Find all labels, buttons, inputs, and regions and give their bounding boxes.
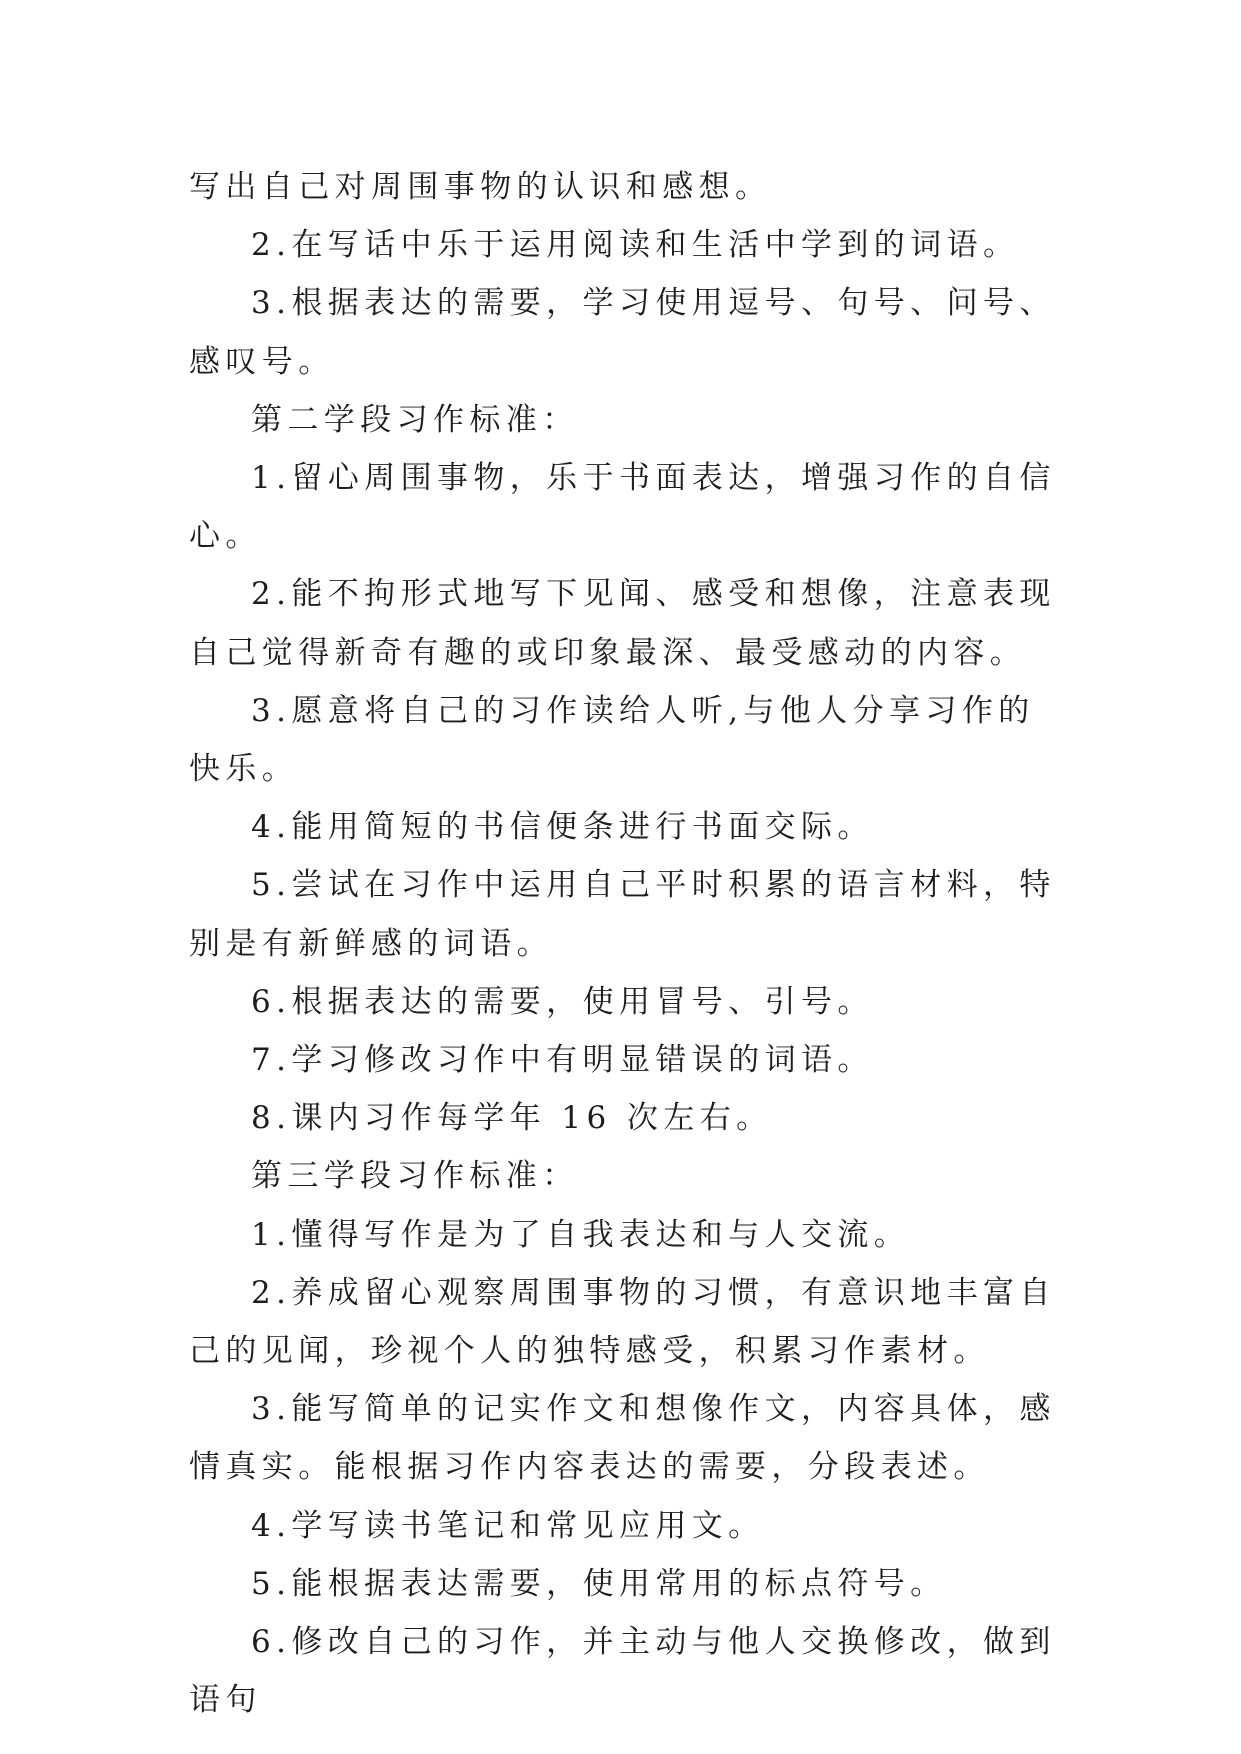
section-heading: 第三学段习作标准： bbox=[251, 1158, 579, 1195]
paragraph: 3.根据表达的需要，学习使用逗号、句号、问号、感叹号。 bbox=[189, 285, 1056, 380]
paragraph: 3.愿意将自己的习作读给人听,与他人分享习作的快乐。 bbox=[189, 692, 1035, 788]
paragraph: 写出自己对周围事物的认识和感想。 bbox=[189, 169, 772, 205]
paragraph: 4.学写读书笔记和常见应用文。 bbox=[251, 1507, 765, 1544]
document-body bbox=[189, 158, 1069, 1729]
paragraph: 7.学习修改习作中有明显错误的词语。 bbox=[251, 1042, 874, 1079]
paragraph: 1.留心周围事物，乐于书面表达，增强习作的自信心。 bbox=[189, 460, 1056, 555]
paragraph: 6.修改自己的习作，并主动与他人交换修改，做到语句 bbox=[189, 1624, 1056, 1719]
paragraph: 8.课内习作每学年 16 次左右。 bbox=[251, 1100, 773, 1137]
paragraph: 4.能用简短的书信便条进行书面交际。 bbox=[251, 809, 874, 846]
paragraph: 5.尝试在习作中运用自己平时积累的语言材料，特别是有新鲜感的词语。 bbox=[189, 867, 1056, 962]
paragraph: 2.在写话中乐于运用阅读和生活中学到的词语。 bbox=[251, 227, 1020, 264]
paragraph: 1.懂得写作是为了自我表达和与人交流。 bbox=[251, 1216, 911, 1253]
paragraph: 2.能不拘形式地写下见闻、感受和想像，注意表现自己觉得新奇有趣的或印象最深、最受感动的内容。 bbox=[189, 576, 1056, 671]
paragraph: 5.能根据表达需要，使用常用的标点符号。 bbox=[251, 1565, 947, 1602]
paragraph: 6.根据表达的需要，使用冒号、引号。 bbox=[251, 983, 874, 1020]
paragraph: 2.养成留心观察周围事物的习惯，有意识地丰富自己的见闻，珍视个人的独特感受，积累习作素材。 bbox=[189, 1274, 1056, 1370]
paragraph: 3.能写简单的记实作文和想像作文，内容具体，感情真实。能根据习作内容表达的需要，分段表述。 bbox=[189, 1391, 1056, 1486]
section-heading: 第二学段习作标准： bbox=[251, 401, 579, 438]
